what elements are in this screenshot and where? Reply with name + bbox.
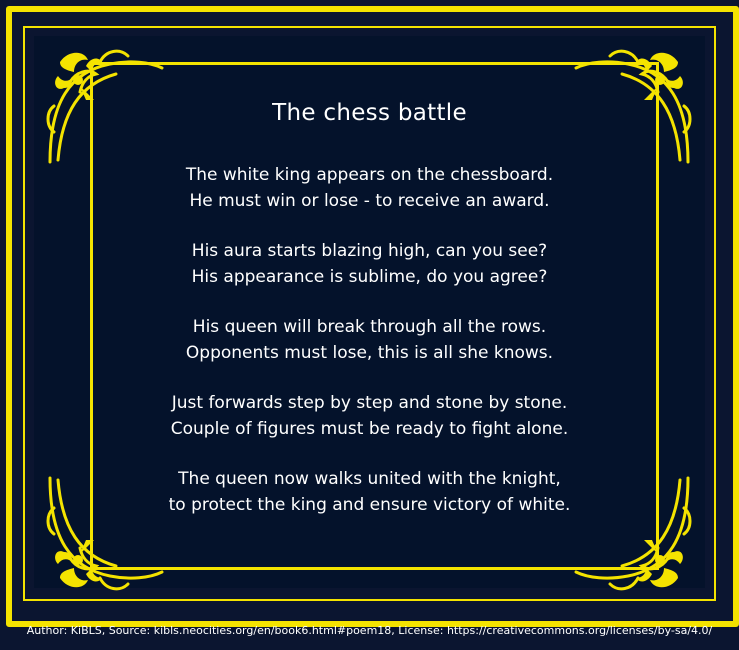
poem-line: His queen will break through all the rows. xyxy=(192,317,547,337)
poem-line: Opponents must lose, this is all she knows. xyxy=(185,343,554,363)
attribution-footer: Author: KiBLS, Source: kibls.neocities.org/en/book6.html#poem18, License: https://creativecommons.org/licenses/by-sa/4.0/ xyxy=(26,624,713,637)
stanza xyxy=(0,466,739,518)
poem-line: Couple of figures must be ready to fight alone. xyxy=(170,419,569,439)
poem-line: The white king appears on the chessboard. xyxy=(185,165,554,185)
stanza xyxy=(0,314,739,366)
poem-body xyxy=(0,162,739,542)
stanza xyxy=(0,238,739,290)
poem-line: His aura starts blazing high, can you see? xyxy=(191,241,548,261)
poem-title: The chess battle xyxy=(272,100,467,126)
poem-line: The queen now walks united with the knight, xyxy=(178,469,561,489)
poem-line: Just forwards step by step and stone by stone. xyxy=(171,393,568,413)
poem-line: His appearance is sublime, do you agree? xyxy=(191,267,548,287)
stanza xyxy=(0,390,739,442)
stanza xyxy=(0,162,739,214)
poem-line: to protect the king and ensure victory of white. xyxy=(168,495,571,515)
poem-line: He must win or lose - to receive an award. xyxy=(189,191,550,211)
